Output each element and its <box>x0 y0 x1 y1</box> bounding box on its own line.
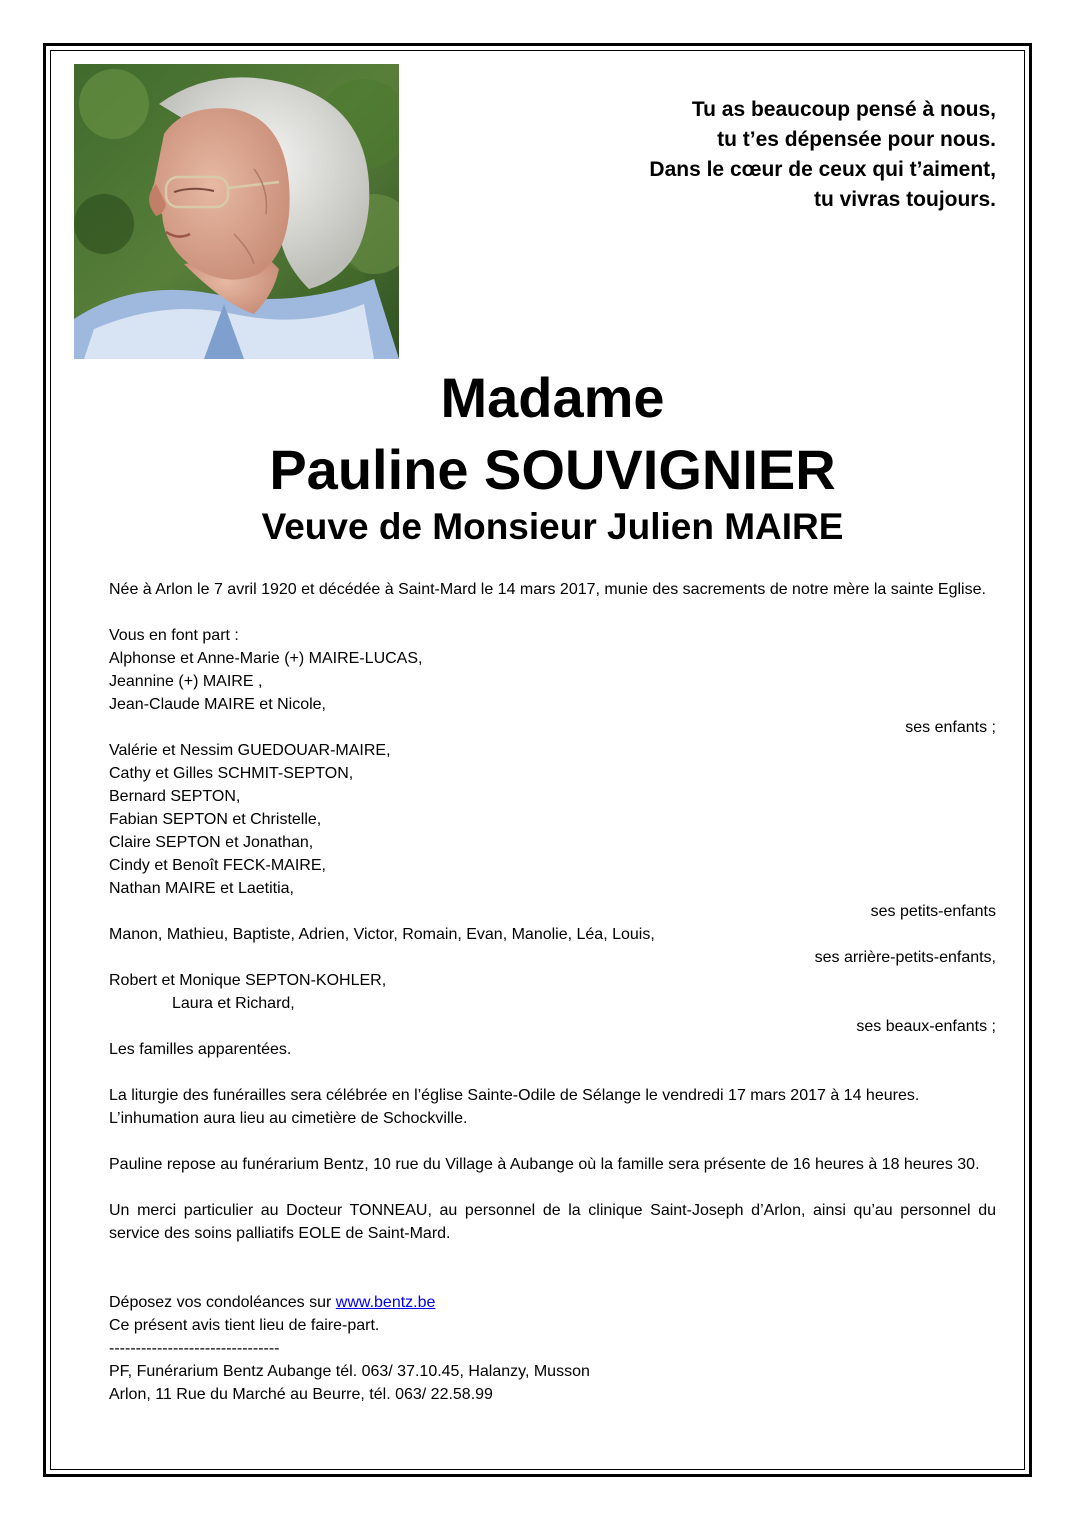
poem-line: Tu as beaucoup pensé à nous, <box>691 98 996 121</box>
portrait-photo <box>74 64 399 359</box>
family-member: Alphonse et Anne-Marie (+) MAIRE-LUCAS, <box>109 650 423 667</box>
poem-line: tu vivras toujours. <box>813 188 996 211</box>
family-member: Bernard SEPTON, <box>109 788 241 805</box>
family-member: Cindy et Benoît FECK-MAIRE, <box>109 857 326 874</box>
title-honorific: Madame <box>440 366 665 429</box>
condolences-line <box>109 1291 996 1314</box>
family-member: Jeannine (+) MAIRE , <box>109 673 263 690</box>
family-member: Cathy et Gilles SCHMIT-SEPTON, <box>109 765 354 782</box>
family-member: Fabian SEPTON et Christelle, <box>109 811 322 828</box>
relation-label: ses arrière-petits-enfants, <box>814 949 996 966</box>
relation-label: ses petits-enfants <box>870 903 996 920</box>
deceased-name: Pauline SOUVIGNIER <box>269 438 836 501</box>
relatives-line: Les familles apparentées. <box>109 1041 292 1058</box>
family-member: Laura et Richard, <box>172 995 295 1012</box>
family-member: Jean-Claude MAIRE et Nicole, <box>109 696 326 713</box>
family-member: Manon, Mathieu, Baptiste, Adrien, Victor, Romain, Evan, Manolie, Léa, Louis, <box>109 926 655 943</box>
burial-line: L’inhumation aura lieu au cimetière de Schockville. <box>109 1110 468 1127</box>
notice-line: Ce présent avis tient lieu de faire-part. <box>109 1317 380 1334</box>
family-member: Robert et Monique SEPTON-KOHLER, <box>109 972 387 989</box>
separator-line: -------------------------------- <box>109 1340 280 1357</box>
relation-label: ses beaux-enfants ; <box>856 1018 996 1035</box>
liturgy-paragraph: La liturgie des funérailles sera célébrée en l’église Sainte-Odile de Sélange le vendredi 17 mars 2017 à 14 heures. <box>109 1087 920 1104</box>
intro-paragraph: Née à Arlon le 7 avril 1920 et décédée à Saint-Mard le 14 mars 2017, munie des sacrements de notre mère la sainte Eglise. <box>109 581 986 598</box>
family-member: Valérie et Nessim GUEDOUAR-MAIRE, <box>109 742 391 759</box>
condolences-text: Déposez vos condoléances sur <box>109 1294 336 1311</box>
contact-line: PF, Funérarium Bentz Aubange tél. 063/ 37.10.45, Halanzy, Musson <box>109 1363 590 1380</box>
poem-line: Dans le cœur de ceux qui t’aiment, <box>649 158 996 181</box>
widow-subtitle: Veuve de Monsieur Julien MAIRE <box>261 506 844 547</box>
poem-verse <box>649 95 996 215</box>
poem-line: tu t’es dépensée pour nous. <box>717 128 996 151</box>
repose-paragraph: Pauline repose au funérarium Bentz, 10 rue du Village à Aubange où la famille sera présente de 16 heures à 18 heures 30. <box>109 1156 980 1173</box>
family-member: Claire SEPTON et Jonathan, <box>109 834 314 851</box>
family-member: Nathan MAIRE et Laetitia, <box>109 880 294 897</box>
announcement-body <box>109 578 996 1406</box>
bentz-website-link[interactable]: www.bentz.be <box>335 1294 436 1311</box>
thanks-paragraph: Un merci particulier au Docteur TONNEAU, au personnel de la clinique Saint-Joseph d’Arlon, ainsi qu’au personnel du service des soins palliatifs EOLE de Saint-Mard. <box>109 1202 996 1242</box>
announce-line: Vous en font part : <box>109 627 239 644</box>
contact-line: Arlon, 11 Rue du Marché au Beurre, tél. 063/ 22.58.99 <box>109 1386 493 1403</box>
relation-label: ses enfants ; <box>905 719 996 736</box>
